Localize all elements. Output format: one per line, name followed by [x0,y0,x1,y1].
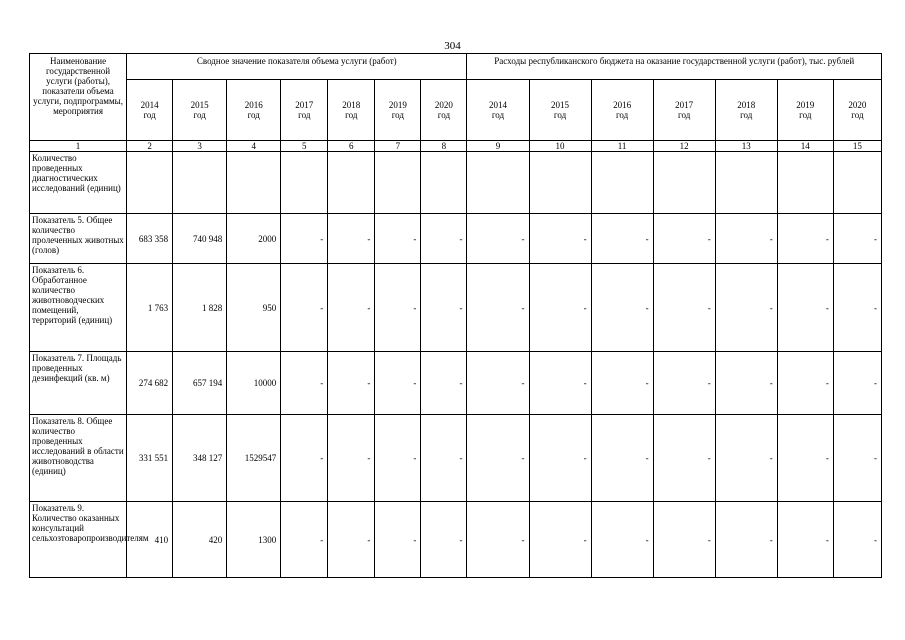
column-number: 7 [375,141,421,152]
table-row [30,264,882,352]
year-header [777,80,833,141]
column-number: 14 [777,141,833,152]
table-row [30,352,882,415]
value-cell [653,152,715,214]
value-cell: 950 [227,264,281,352]
year-unit: год [799,110,812,120]
page-number: 304 [444,40,461,52]
value-cell: 274 682 [127,352,173,415]
value-cell: - [281,415,328,502]
value-cell: - [833,264,881,352]
value-cell: - [715,415,777,502]
value-cell: - [833,352,881,415]
year-header-row [30,80,882,141]
value-cell: - [591,415,653,502]
value-cell: 1 763 [127,264,173,352]
year-header [715,80,777,141]
value-cell [777,152,833,214]
value-cell: - [653,352,715,415]
column-number: 5 [281,141,328,152]
year-unit: год [345,110,358,120]
value-cell: - [777,352,833,415]
value-cell: - [833,502,881,578]
value-cell: - [375,415,421,502]
value-cell: - [375,352,421,415]
value-cell: - [715,352,777,415]
value-cell: 10000 [227,352,281,415]
year-header [421,80,467,141]
value-cell: 657 194 [173,352,227,415]
value-cell: - [591,214,653,264]
value-cell: 1529547 [227,415,281,502]
year-header [467,80,529,141]
year-unit: год [391,110,404,120]
indicator-name: Показатель 5. Общее количество пролеченных животных (голов) [30,214,127,264]
column-number: 2 [127,141,173,152]
year-unit: год [298,110,311,120]
value-cell: - [715,214,777,264]
value-cell: - [281,214,328,264]
table-row [30,415,882,502]
value-cell: - [421,264,467,352]
value-cell: 420 [173,502,227,578]
year-unit: год [437,110,451,120]
value-cell: - [653,502,715,578]
year-value: 2019 [388,100,407,110]
value-cell: - [467,352,529,415]
year-unit: год [851,110,864,120]
value-cell: - [467,264,529,352]
indicator-name: Количество проведенных диагностических исследований (единиц) [30,152,127,214]
value-cell: - [833,415,881,502]
value-cell: - [591,352,653,415]
year-header [529,80,591,141]
column-number: 6 [328,141,375,152]
value-cell [227,152,281,214]
value-cell [715,152,777,214]
column-number: 15 [833,141,881,152]
year-header [591,80,653,141]
indicator-table [29,53,882,578]
column-number-row [30,141,882,152]
value-cell: 410 [127,502,173,578]
year-value: 2014 [140,100,159,110]
value-cell: - [421,415,467,502]
value-cell: 1300 [227,502,281,578]
value-cell: - [529,352,591,415]
indicator-name: Показатель 9. Количество оказанных консультаций сельхозтоваропроизводителям [30,502,127,578]
volume-group-header: Сводное значение показателя объема услуги (работ) [127,54,467,80]
value-cell: - [591,502,653,578]
year-header [281,80,328,141]
value-cell [127,152,173,214]
value-cell: - [529,502,591,578]
year-value: 2014 [488,100,507,110]
value-cell [467,152,529,214]
year-header [375,80,421,141]
name-column-header: Наименование государственной услуги (работы), показатели объема услуги, подпрограммы, мероприятия [30,54,127,141]
value-cell: - [833,214,881,264]
value-cell: - [653,214,715,264]
year-header [173,80,227,141]
year-value: 2018 [342,100,361,110]
year-unit: год [678,110,691,120]
value-cell [173,152,227,214]
value-cell [375,152,421,214]
value-cell: - [529,214,591,264]
value-cell: - [591,264,653,352]
year-unit: год [143,110,156,120]
value-cell [591,152,653,214]
value-cell: - [715,264,777,352]
column-number: 8 [421,141,467,152]
value-cell: - [529,415,591,502]
value-cell: - [421,352,467,415]
column-number: 4 [227,141,281,152]
year-value: 2019 [796,100,815,110]
year-value: 2020 [434,100,453,110]
value-cell: - [328,214,375,264]
year-value: 2016 [244,100,263,110]
year-unit: год [553,110,567,120]
value-cell: - [777,502,833,578]
year-unit: год [615,110,629,120]
value-cell: - [777,214,833,264]
value-cell [833,152,881,214]
table-row [30,152,882,214]
column-number: 3 [173,141,227,152]
value-cell: - [421,502,467,578]
column-number: 9 [467,141,529,152]
column-number: 1 [30,141,127,152]
year-header [328,80,375,141]
value-cell [529,152,591,214]
table-row [30,214,882,264]
value-cell: - [529,264,591,352]
value-cell: - [328,502,375,578]
column-number: 12 [653,141,715,152]
year-value: 2018 [737,100,756,110]
column-number: 10 [529,141,591,152]
year-unit: год [491,110,505,120]
year-value: 2017 [675,100,694,110]
value-cell: 348 127 [173,415,227,502]
value-cell: - [467,502,529,578]
value-cell: - [328,352,375,415]
year-header [227,80,281,141]
year-value: 2020 [848,100,867,110]
value-cell [328,152,375,214]
indicator-name: Показатель 6. Обработанное количество животноводческих помещений, территорий (единиц) [30,264,127,352]
indicator-name: Показатель 8. Общее количество проведенных исследований в области животноводства (единиц) [30,415,127,502]
value-cell: 1 828 [173,264,227,352]
value-cell: - [375,502,421,578]
year-unit: год [247,110,260,120]
year-header [653,80,715,141]
value-cell: - [653,415,715,502]
value-cell: - [421,214,467,264]
value-cell: - [281,352,328,415]
value-cell: - [715,502,777,578]
column-number: 13 [715,141,777,152]
value-cell: - [281,502,328,578]
value-cell: - [653,264,715,352]
value-cell: - [375,214,421,264]
indicator-name: Показатель 7. Площадь проведенных дезинфекций (кв. м) [30,352,127,415]
value-cell: 331 551 [127,415,173,502]
year-value: 2017 [295,100,314,110]
value-cell: 740 948 [173,214,227,264]
value-cell [421,152,467,214]
value-cell: - [467,214,529,264]
year-value: 2015 [190,100,209,110]
year-unit: год [740,110,753,120]
value-cell: - [375,264,421,352]
year-header [833,80,881,141]
value-cell: 683 358 [127,214,173,264]
value-cell: 2000 [227,214,281,264]
year-value: 2016 [613,100,632,110]
year-header [127,80,173,141]
year-unit: год [193,110,206,120]
value-cell: - [328,415,375,502]
value-cell: - [777,264,833,352]
value-cell: - [777,415,833,502]
column-number: 11 [591,141,653,152]
value-cell: - [467,415,529,502]
value-cell: - [281,264,328,352]
year-value: 2015 [551,100,570,110]
value-cell [281,152,328,214]
budget-group-header: Расходы республиканского бюджета на оказание государственной услуги (работ), тыс. рублей [467,54,882,80]
value-cell: - [328,264,375,352]
table-row [30,502,882,578]
